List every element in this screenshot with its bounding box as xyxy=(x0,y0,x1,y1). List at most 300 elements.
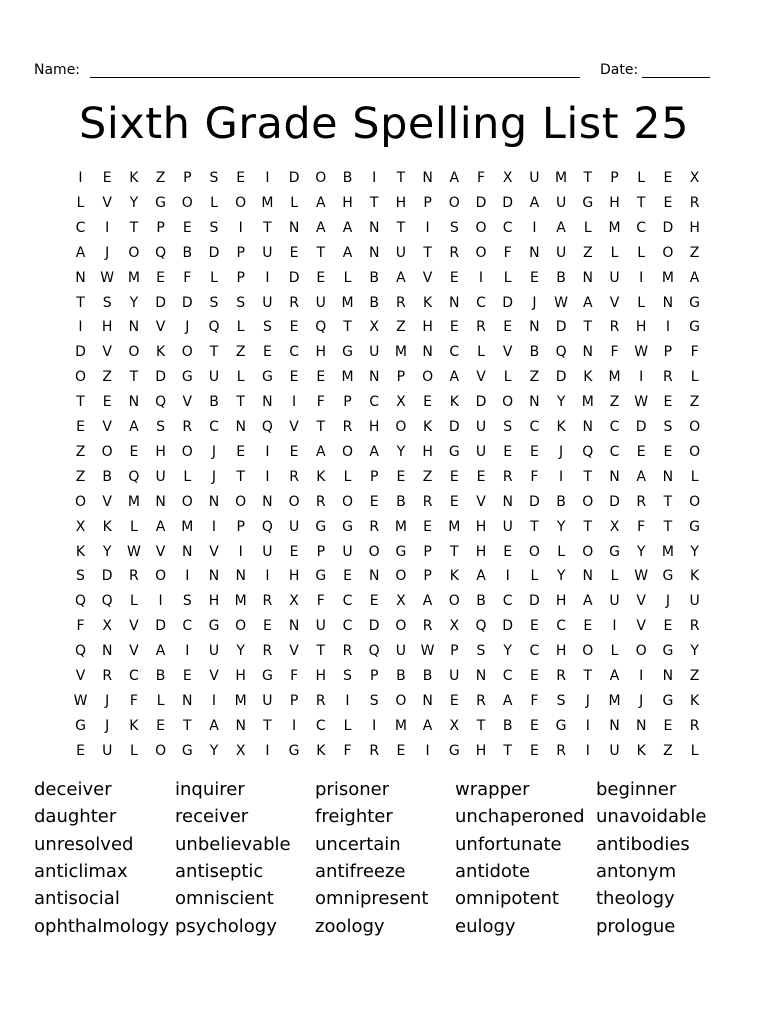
grid-letter: T xyxy=(76,394,85,411)
name-blank-line[interactable] xyxy=(90,77,580,78)
grid-letter: F xyxy=(530,692,539,709)
grid-row xyxy=(68,216,710,241)
grid-letter: T xyxy=(263,219,272,236)
grid-letter: R xyxy=(315,493,326,510)
grid-letter: H xyxy=(609,194,620,211)
grid-letter: S xyxy=(369,692,379,709)
grid-letter: A xyxy=(155,518,166,535)
grid-letter: B xyxy=(422,668,433,684)
grid-letter: O xyxy=(181,344,193,361)
grid-letter: N xyxy=(262,493,273,510)
grid-letter: N xyxy=(262,394,273,411)
grid-letter: N xyxy=(368,369,380,386)
grid-letter: O xyxy=(181,194,193,211)
grid-letter: X xyxy=(235,742,246,759)
grid-letter: Z xyxy=(422,468,433,485)
grid-letter: J xyxy=(105,692,110,709)
grid-letter: I xyxy=(238,219,243,236)
grid-letter: C xyxy=(182,618,193,635)
grid-letter: B xyxy=(182,244,193,261)
grid-letter: I xyxy=(265,170,270,186)
grid-letter: D xyxy=(208,244,220,261)
grid-letter: L xyxy=(690,742,699,759)
grid-letter: I xyxy=(478,269,484,286)
grid-letter: R xyxy=(476,692,486,709)
grid-letter: R xyxy=(502,468,513,485)
grid-letter: V xyxy=(209,668,219,684)
grid-letter: E xyxy=(76,742,85,759)
grid-letter: C xyxy=(315,717,326,734)
word-list-item: omnipresent xyxy=(315,888,429,910)
grid-letter: H xyxy=(235,668,246,684)
grid-letter: K xyxy=(129,170,139,186)
grid-letter: S xyxy=(209,294,219,311)
grid-letter: R xyxy=(289,468,299,485)
grid-row xyxy=(68,415,710,440)
word-list-item: unfortunate xyxy=(455,833,562,855)
grid-letter: T xyxy=(129,369,139,386)
word-list-item: unchaperoned xyxy=(455,806,585,828)
grid-letter: N xyxy=(529,394,540,411)
grid-letter: V xyxy=(129,643,139,660)
grid-letter: N xyxy=(502,493,513,510)
grid-row xyxy=(68,714,710,739)
grid-letter: I xyxy=(185,568,190,585)
grid-letter: T xyxy=(209,344,219,361)
grid-letter: C xyxy=(529,419,540,435)
grid-letter: M xyxy=(394,717,407,734)
grid-letter: U xyxy=(395,244,407,261)
grid-letter: E xyxy=(449,692,459,709)
grid-letter: D xyxy=(155,369,166,386)
grid-letter: P xyxy=(369,468,379,485)
grid-letter: S xyxy=(503,419,513,435)
grid-letter: F xyxy=(316,593,325,610)
grid-letter: T xyxy=(530,518,539,535)
word-list-item: omniscient xyxy=(175,888,274,910)
grid-letter: W xyxy=(634,344,649,361)
grid-letter: N xyxy=(368,219,380,236)
grid-letter: F xyxy=(530,468,539,485)
grid-letter: R xyxy=(369,742,380,759)
grid-letter: A xyxy=(422,593,433,610)
grid-letter: R xyxy=(689,717,700,734)
grid-letter: D xyxy=(529,593,540,610)
grid-letter: F xyxy=(637,518,646,535)
grid-letter: E xyxy=(636,443,646,460)
grid-letter: N xyxy=(662,468,674,485)
word-list-item: psychology xyxy=(175,915,277,937)
grid-letter: S xyxy=(262,319,272,336)
grid-letter: A xyxy=(316,443,326,460)
grid-letter: P xyxy=(343,394,352,411)
grid-letter: A xyxy=(609,668,620,684)
grid-letter: U xyxy=(609,269,620,286)
grid-letter: Z xyxy=(583,244,593,261)
grid-letter: Z xyxy=(75,443,86,460)
grid-letter: O xyxy=(395,618,407,635)
grid-letter: V xyxy=(155,543,166,560)
grid-letter: U xyxy=(502,518,513,535)
grid-letter: N xyxy=(449,294,460,311)
grid-letter: Y xyxy=(556,518,566,535)
grid-letter: D xyxy=(502,618,514,635)
grid-letter: F xyxy=(343,742,352,759)
date-blank-line[interactable] xyxy=(642,77,710,78)
grid-letter: H xyxy=(101,319,113,336)
word-list-item: prisoner xyxy=(315,779,390,800)
grid-letter: Q xyxy=(128,468,140,485)
grid-letter: U xyxy=(262,244,273,261)
grid-letter: E xyxy=(503,443,513,460)
grid-letter: X xyxy=(396,394,406,411)
grid-letter: S xyxy=(236,294,246,311)
grid-letter: C xyxy=(609,443,620,460)
grid-letter: A xyxy=(342,244,353,261)
word-list-item: deceiver xyxy=(34,779,112,800)
grid-letter: C xyxy=(369,394,380,411)
grid-letter: E xyxy=(129,443,139,460)
grid-letter: W xyxy=(126,543,141,560)
grid-letter: O xyxy=(422,369,434,386)
grid-letter: Q xyxy=(315,319,327,336)
grid-letter: B xyxy=(369,269,379,286)
grid-letter: R xyxy=(689,618,700,635)
grid-letter: L xyxy=(637,244,646,261)
grid-letter: F xyxy=(129,692,138,709)
grid-letter: T xyxy=(663,493,673,510)
grid-letter: O xyxy=(395,419,407,435)
grid-letter: G xyxy=(181,742,193,759)
grid-letter: R xyxy=(342,643,353,660)
grid-letter: V xyxy=(502,344,513,361)
grid-letter: V xyxy=(636,593,646,610)
grid-letter: U xyxy=(288,518,300,535)
grid-letter: K xyxy=(156,344,166,361)
grid-row xyxy=(68,241,710,266)
grid-letter: O xyxy=(475,244,487,261)
grid-letter: G xyxy=(261,369,273,386)
grid-letter: E xyxy=(503,543,513,560)
grid-letter: C xyxy=(342,618,353,635)
grid-letter: P xyxy=(236,518,245,535)
grid-letter: P xyxy=(423,568,432,585)
grid-letter: X xyxy=(449,717,460,734)
grid-letter: N xyxy=(368,568,380,585)
grid-letter: T xyxy=(343,319,352,336)
grid-letter: I xyxy=(639,369,644,386)
grid-letter: Y xyxy=(129,294,139,311)
grid-letter: U xyxy=(475,443,487,460)
grid-letter: I xyxy=(585,717,590,734)
grid-letter: B xyxy=(155,668,166,684)
grid-letter: B xyxy=(502,717,513,734)
grid-letter: H xyxy=(475,742,487,759)
grid-letter: F xyxy=(690,344,699,361)
grid-letter: I xyxy=(78,319,83,336)
grid-letter: E xyxy=(529,618,539,635)
grid-letter: A xyxy=(583,294,593,311)
grid-letter: H xyxy=(368,419,380,435)
grid-letter: O xyxy=(395,568,407,585)
grid-letter: H xyxy=(422,443,433,460)
grid-letter: M xyxy=(661,269,674,286)
grid-letter: N xyxy=(155,493,166,510)
grid-letter: N xyxy=(609,468,620,485)
grid-letter: G xyxy=(662,643,674,660)
grid-letter: I xyxy=(372,717,377,734)
grid-letter: O xyxy=(288,493,300,510)
grid-letter: D xyxy=(75,344,86,361)
grid-letter: L xyxy=(183,468,192,485)
word-list-item: receiver xyxy=(175,806,249,828)
grid-letter: N xyxy=(288,219,300,236)
grid-letter: O xyxy=(582,543,594,560)
grid-letter: G xyxy=(288,742,300,759)
grid-letter: A xyxy=(636,468,646,485)
grid-letter: I xyxy=(665,319,670,336)
grid-letter: I xyxy=(185,643,190,660)
grid-letter: O xyxy=(74,493,87,510)
grid-letter: Q xyxy=(582,443,594,460)
grid-letter: M xyxy=(448,518,461,535)
grid-letter: T xyxy=(583,518,593,535)
grid-letter: A xyxy=(316,219,326,236)
grid-letter: T xyxy=(396,170,406,186)
grid-letter: G xyxy=(689,518,701,535)
grid-letter: Z xyxy=(235,344,246,361)
grid-letter: A xyxy=(209,717,219,734)
grid-letter: P xyxy=(450,643,459,660)
page-title: Sixth Grade Spelling List 25 xyxy=(79,99,689,149)
grid-letter: A xyxy=(502,692,513,709)
grid-row xyxy=(68,639,710,664)
grid-letter: G xyxy=(689,294,701,311)
grid-letter: J xyxy=(211,443,217,460)
grid-letter: N xyxy=(128,319,140,336)
grid-letter: R xyxy=(476,319,486,336)
grid-letter: I xyxy=(585,742,590,759)
grid-letter: Q xyxy=(261,518,273,535)
grid-letter: L xyxy=(690,369,699,386)
grid-letter: N xyxy=(422,692,433,709)
grid-letter: N xyxy=(662,294,674,311)
grid-letter: P xyxy=(369,668,379,684)
grid-letter: D xyxy=(662,219,674,236)
grid-letter: N xyxy=(529,244,540,261)
grid-letter: I xyxy=(265,443,270,460)
grid-letter: T xyxy=(129,219,139,236)
grid-letter: E xyxy=(156,269,166,286)
grid-letter: F xyxy=(76,618,85,635)
grid-letter: R xyxy=(182,419,193,435)
grid-letter: O xyxy=(128,344,140,361)
grid-letter: X xyxy=(289,593,299,610)
grid-letter: A xyxy=(316,194,326,211)
grid-letter: E xyxy=(449,319,459,336)
grid-letter: Q xyxy=(155,244,167,261)
grid-letter: N xyxy=(235,717,246,734)
grid-letter: L xyxy=(610,244,619,261)
grid-letter: K xyxy=(636,742,646,759)
word-list-item: unbelievable xyxy=(175,833,291,855)
grid-letter: E xyxy=(262,344,272,361)
word-list-item: inquirer xyxy=(175,779,245,800)
word-list-item: omnipotent xyxy=(455,888,559,910)
grid-letter: C xyxy=(209,419,219,435)
grid-letter: E xyxy=(663,618,673,635)
grid-letter: V xyxy=(609,294,620,311)
grid-letter: H xyxy=(555,643,567,660)
grid-letter: E xyxy=(529,742,539,759)
grid-letter: S xyxy=(102,294,112,311)
grid-letter: E xyxy=(663,717,673,734)
grid-letter: P xyxy=(236,269,245,286)
grid-letter: E xyxy=(289,369,299,386)
grid-letter: H xyxy=(208,593,220,610)
grid-letter: G xyxy=(662,692,674,709)
grid-letter: R xyxy=(449,244,460,261)
grid-letter: K xyxy=(423,294,433,311)
grid-letter: F xyxy=(610,344,619,361)
grid-letter: K xyxy=(556,419,566,435)
grid-letter: R xyxy=(422,618,433,635)
grid-letter: B xyxy=(342,170,353,186)
grid-letter: S xyxy=(343,668,352,684)
grid-letter: D xyxy=(155,618,166,635)
grid-letter: S xyxy=(156,419,166,435)
grid-letter: D xyxy=(609,493,620,510)
grid-letter: K xyxy=(449,568,459,585)
grid-letter: S xyxy=(449,219,459,236)
grid-letter: T xyxy=(476,717,486,734)
grid-letter: Z xyxy=(155,170,166,186)
grid-letter: D xyxy=(555,319,567,336)
grid-letter: B xyxy=(396,493,406,510)
grid-letter: I xyxy=(265,468,270,485)
grid-letter: N xyxy=(182,692,193,709)
grid-letter: E xyxy=(449,493,459,510)
grid-letter: Y xyxy=(102,543,112,560)
grid-letter: B xyxy=(556,269,566,286)
grid-letter: G xyxy=(395,543,407,560)
grid-letter: W xyxy=(100,269,115,286)
grid-letter: N xyxy=(235,568,246,585)
grid-letter: Y xyxy=(236,643,245,660)
grid-letter: E xyxy=(102,170,112,186)
grid-letter: H xyxy=(288,568,300,585)
grid-row xyxy=(68,166,710,191)
grid-row xyxy=(68,390,710,415)
grid-letter: D xyxy=(288,170,300,186)
grid-letter: F xyxy=(476,170,486,186)
grid-letter: B xyxy=(102,468,112,485)
grid-letter: I xyxy=(559,468,564,485)
grid-letter: U xyxy=(689,593,700,610)
grid-letter: E xyxy=(423,518,433,535)
grid-letter: U xyxy=(342,543,353,560)
grid-letter: V xyxy=(102,194,112,211)
grid-letter: U xyxy=(609,593,620,610)
grid-letter: A xyxy=(155,643,166,660)
grid-letter: G xyxy=(315,568,327,585)
grid-row xyxy=(68,440,710,465)
grid-letter: E xyxy=(396,468,406,485)
grid-letter: O xyxy=(101,443,113,460)
grid-letter: X xyxy=(609,518,620,535)
grid-letter: O xyxy=(502,394,514,411)
grid-letter: L xyxy=(583,219,592,236)
grid-letter: F xyxy=(503,244,512,261)
grid-letter: L xyxy=(236,319,245,336)
grid-letter: C xyxy=(449,344,460,361)
grid-letter: R xyxy=(262,593,273,610)
grid-letter: U xyxy=(262,692,273,709)
grid-letter: N xyxy=(529,319,540,336)
grid-letter: P xyxy=(663,344,673,361)
grid-letter: U xyxy=(262,294,273,311)
grid-letter: Y xyxy=(503,643,512,660)
grid-letter: C xyxy=(129,668,139,684)
grid-row xyxy=(68,191,710,216)
grid-letter: E xyxy=(262,618,272,635)
grid-letter: E xyxy=(663,170,673,186)
grid-letter: X xyxy=(396,593,406,610)
grid-letter: I xyxy=(292,717,297,734)
grid-row xyxy=(68,340,710,365)
grid-letter: G xyxy=(609,543,620,560)
grid-letter: Q xyxy=(74,593,87,610)
grid-letter: Y xyxy=(129,194,139,211)
grid-letter: Y xyxy=(690,543,699,560)
grid-letter: T xyxy=(263,717,272,734)
grid-letter: U xyxy=(475,419,487,435)
grid-letter: T xyxy=(636,194,646,211)
grid-letter: H xyxy=(475,518,487,535)
grid-letter: V xyxy=(102,344,112,361)
grid-letter: M xyxy=(394,344,407,361)
grid-letter: U xyxy=(155,468,166,485)
grid-letter: P xyxy=(183,170,192,186)
grid-letter: O xyxy=(181,443,193,460)
grid-letter: L xyxy=(290,194,298,211)
grid-letter: E xyxy=(236,443,246,460)
grid-letter: P xyxy=(610,170,619,186)
grid-letter: W xyxy=(73,692,88,709)
grid-row xyxy=(68,540,710,565)
grid-row xyxy=(68,515,710,540)
grid-letter: G xyxy=(342,344,353,361)
grid-letter: U xyxy=(609,742,620,759)
grid-letter: L xyxy=(690,468,699,485)
grid-letter: N xyxy=(582,568,594,585)
grid-letter: I xyxy=(211,518,217,535)
grid-letter: T xyxy=(316,643,326,660)
grid-letter: J xyxy=(105,717,110,734)
grid-row xyxy=(68,465,710,490)
grid-letter: U xyxy=(102,742,113,759)
grid-letter: J xyxy=(585,692,590,709)
word-list-item: unresolved xyxy=(34,833,134,855)
grid-letter: H xyxy=(635,319,647,336)
grid-letter: T xyxy=(583,170,593,186)
grid-letter: P xyxy=(236,244,245,261)
grid-row xyxy=(68,614,710,639)
grid-letter: Z xyxy=(689,244,700,261)
grid-letter: U xyxy=(262,543,273,560)
grid-letter: U xyxy=(208,369,220,386)
word-list-item: zoology xyxy=(315,915,385,937)
